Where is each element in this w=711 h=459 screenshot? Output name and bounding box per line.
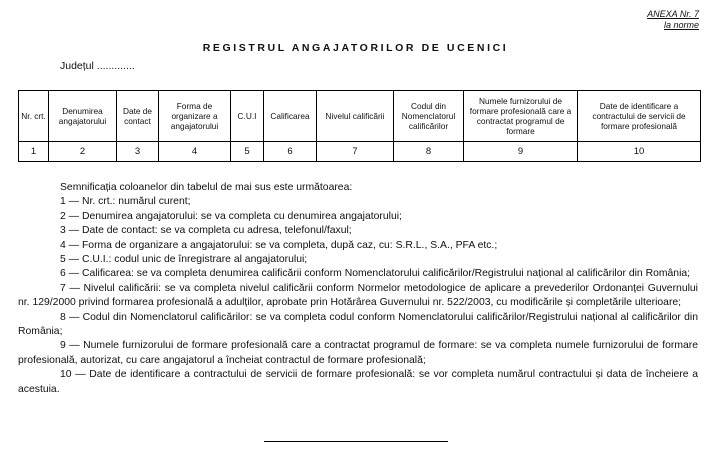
annex-ref: la norme bbox=[663, 20, 699, 30]
column-header: Calificarea bbox=[264, 91, 317, 142]
annex-number: ANEXA Nr. 7 bbox=[647, 9, 699, 19]
legend-item: 1 — Nr. crt.: numărul curent; bbox=[60, 196, 191, 208]
column-header: Codul din Nomenclatorul calificărilor bbox=[394, 91, 464, 142]
table-header-row bbox=[19, 91, 701, 142]
legend-item: 9 — Numele furnizorului de formare profesională care a contractat programul de formare: se va completa numele furnizorului de formare profesională, autorizat, cu care angajatorul a încheiat contractul de formare profesională; bbox=[18, 340, 698, 366]
column-number: 10 bbox=[578, 142, 701, 162]
legend-item: 10 — Date de identificare a contractului de servicii de formare profesională: se vor completa numărul contractului și data de încheiere a acestuia. bbox=[18, 369, 698, 395]
legend-item: 3 — Date de contact: se va completa cu adresa, telefonul/faxul; bbox=[60, 225, 352, 237]
column-number: 7 bbox=[317, 142, 394, 162]
column-header: Date de contact bbox=[117, 91, 159, 142]
column-number: 4 bbox=[159, 142, 231, 162]
legend-item: 2 — Denumirea angajatorului: se va completa cu denumirea angajatorului; bbox=[60, 210, 402, 222]
column-number: 8 bbox=[394, 142, 464, 162]
legend-intro: Semnificația coloanelor din tabelul de mai sus este următoarea: bbox=[60, 182, 353, 193]
county-field: Județul ............. bbox=[60, 60, 135, 72]
column-number: 9 bbox=[464, 142, 578, 162]
column-number: 1 bbox=[19, 142, 49, 162]
column-number: 3 bbox=[117, 142, 159, 162]
legend-item: 7 — Nivelul calificării: se va completa nivelul calificării conform Normelor metodologice de aplicare a prevederilor Ordonanței Guvernului nr. 129/2000 privind formarea profesională a adulților, aprobate prin Hotărârea Guvernului nr. 522/2003, cu modificările și completările ulterioare; bbox=[18, 282, 698, 309]
register-table bbox=[18, 90, 701, 162]
column-header: Numele furnizorului de formare profesională care a contractat programul de formare bbox=[464, 91, 578, 142]
column-legend bbox=[18, 181, 698, 397]
column-header: Nivelul calificării bbox=[317, 91, 394, 142]
column-header: Forma de organizare a angajatorului bbox=[159, 91, 231, 142]
closing-divider bbox=[264, 441, 448, 442]
annex-reference bbox=[647, 9, 699, 31]
column-number: 6 bbox=[264, 142, 317, 162]
column-header: C.U.I bbox=[231, 91, 264, 142]
document-title: REGISTRUL ANGAJATORILOR DE UCENICI bbox=[202, 42, 509, 54]
legend-item: 8 — Codul din Nomenclatorul calificărilor: se va completa codul conform Nomenclatorului calificărilor/Registrului național al calificărilor din România; bbox=[18, 311, 698, 338]
column-number: 5 bbox=[231, 142, 264, 162]
table-row bbox=[19, 142, 701, 162]
column-header: Denumirea angajatorului bbox=[49, 91, 117, 142]
column-header: Date de identificare a contractului de servicii de formare profesională bbox=[578, 91, 701, 142]
column-number: 2 bbox=[49, 142, 117, 162]
column-header: Nr. crt. bbox=[19, 91, 49, 142]
legend-item: 5 — C.U.I.: codul unic de înregistrare al angajatorului; bbox=[60, 254, 308, 266]
legend-item: 6 — Calificarea: se va completa denumirea calificării conform Nomenclatorului calificărilor/Registrului național al calificărilor din România; bbox=[60, 268, 691, 280]
legend-item: 4 — Forma de organizare a angajatorului: se va completa, după caz, cu: S.R.L., S.A., PFA etc.; bbox=[60, 239, 498, 251]
